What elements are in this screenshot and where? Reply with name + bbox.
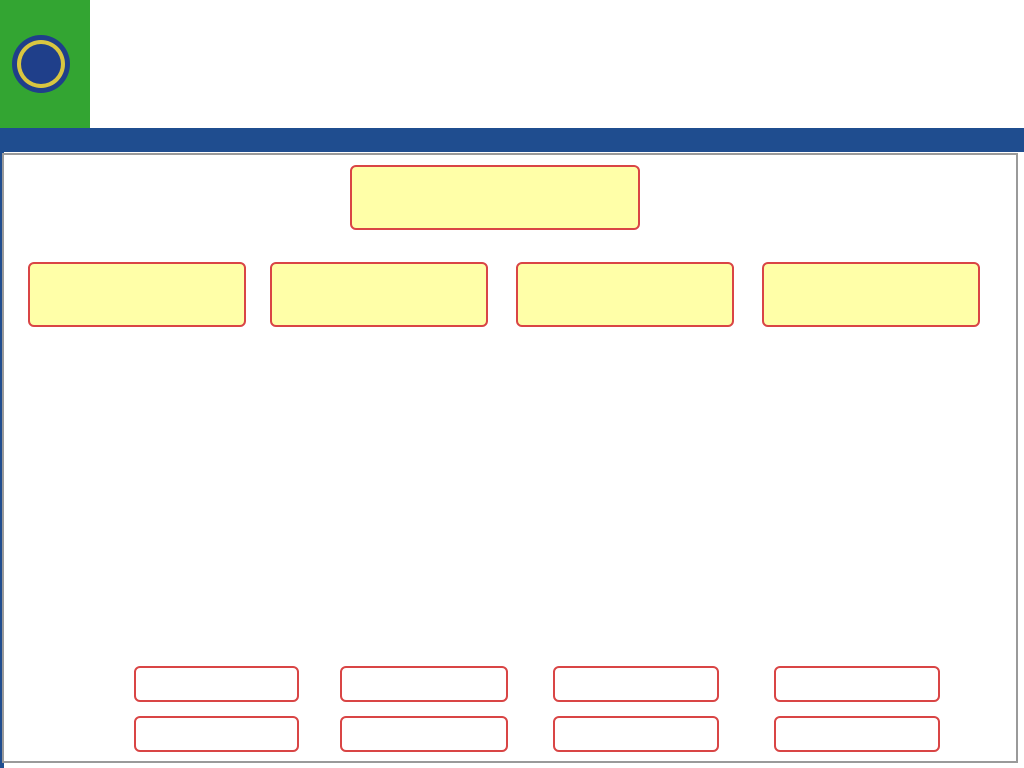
legend-item bbox=[134, 666, 299, 702]
legend-item bbox=[340, 666, 508, 702]
legend-item bbox=[340, 716, 508, 752]
category-die-set bbox=[762, 262, 980, 327]
legend-item bbox=[134, 716, 299, 752]
category-blacking bbox=[28, 262, 246, 327]
category-bending bbox=[270, 262, 488, 327]
legend-item bbox=[553, 716, 719, 752]
legend-item bbox=[774, 716, 940, 752]
legend-item bbox=[553, 666, 719, 702]
category-drawing bbox=[516, 262, 734, 327]
root-node bbox=[350, 165, 640, 230]
legend-item bbox=[774, 666, 940, 702]
